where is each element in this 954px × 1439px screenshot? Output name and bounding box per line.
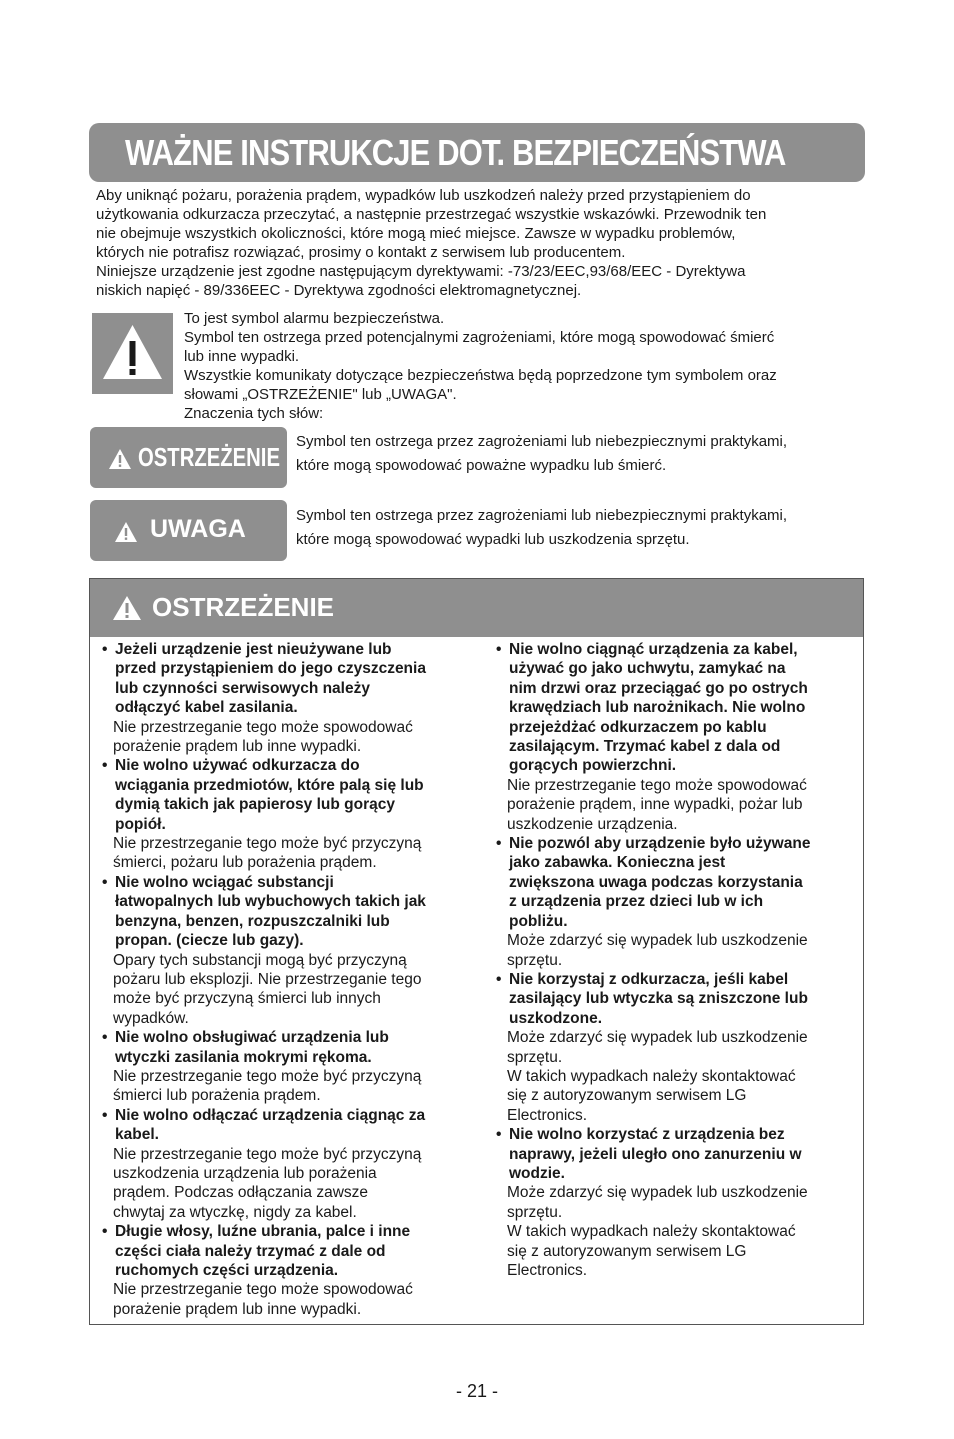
warning-item-heading: krawędziach lub narożnikach. Nie wolno: [509, 699, 806, 717]
warning-item-heading: benzyna, benzen, rozpuszczalniki lub: [115, 912, 390, 930]
intro-line: użytkowania odkurzacza przeczytać, a następnie przestrzegać wszystkie wskazówki. Przewodnik ten: [96, 206, 767, 223]
uwaga-label-box: [90, 500, 287, 561]
warning-item-heading: Nie korzystaj z odkurzacza, jeśli kabel: [509, 970, 789, 988]
bullet-icon: •: [496, 970, 502, 988]
warning-item-heading: z urządzenia przez dzieci lub w ich: [509, 893, 764, 911]
ostrzezenie-desc-line: które mogą spowodować poważne wypadku lub śmierć.: [296, 457, 667, 474]
warning-item-heading: Długie włosy, luźne ubrania, palce i inne: [115, 1223, 411, 1241]
warning-column-right: [494, 640, 864, 1280]
warning-item-text: prądem. Podczas odłączania zawsze: [113, 1184, 369, 1202]
bullet-icon: •: [102, 1106, 108, 1124]
warning-item-text: sprzętu.: [507, 1203, 563, 1221]
warning-item: [100, 640, 480, 756]
uwaga-label: UWAGA: [150, 515, 246, 543]
warning-item-heading: jako zabawka. Konieczna jest: [509, 854, 726, 872]
warning-item: [494, 834, 864, 970]
bullet-icon: •: [102, 757, 108, 775]
warning-item-text: uszkodzenia urządzenia lub porażenia: [113, 1164, 377, 1182]
symbol-line: To jest symbol alarmu bezpieczeństwa.: [184, 310, 445, 327]
warning-item-text: Może zdarzyć się wypadek lub uszkodzenie: [507, 932, 808, 950]
warning-item-heading: Nie wolno wciągać substancji: [115, 873, 334, 891]
uwaga-desc-line: które mogą spowodować wypadki lub uszkodzenia sprzętu.: [296, 531, 690, 548]
warning-item: [100, 1028, 480, 1106]
warning-item-heading: Nie wolno ciągnąć urządzenia za kabel,: [509, 641, 798, 658]
bullet-icon: •: [496, 641, 502, 658]
warning-item-text: porażenie prądem lub inne wypadki.: [113, 738, 362, 756]
warning-item-heading: używać go jako uchwytu, zamykać na: [509, 660, 786, 678]
warning-item-heading: łatwopalnych lub wybuchowych takich jak: [115, 893, 426, 911]
warning-item: [100, 1106, 480, 1222]
warning-item-heading: dymią takich jak papierosy lub gorący: [115, 796, 395, 814]
warning-item: [494, 1125, 864, 1280]
warning-item-text: Opary tych substancji mogą być przyczyną: [113, 951, 407, 969]
warning-item-heading: popiół.: [115, 815, 166, 833]
warning-item-heading: nim drzwi oraz przeciągać go po ostrych: [509, 679, 808, 697]
warning-item-heading: wtyczki zasilania mokrymi rękoma.: [115, 1048, 372, 1066]
symbol-line: Znaczenia tych słów:: [184, 405, 324, 422]
warning-item-text: śmierci, pożaru lub porażenia prądem.: [113, 854, 377, 872]
symbol-line: Wszystkie komunikaty dotyczące bezpieczeństwa będą poprzedzone tym symbolem oraz: [184, 367, 777, 384]
bullet-icon: •: [102, 641, 108, 658]
intro-line: niskich napięć - 89/336EEC - Dyrektywa zgodności elektromagnetycznej.: [96, 282, 582, 299]
ostrzezenie-description: [296, 430, 866, 478]
warning-item-text: śmierci lub porażenia prądem.: [113, 1087, 321, 1105]
warning-item-text: Nie przestrzeganie tego może spowodować: [113, 718, 413, 736]
safety-alert-symbol: [92, 313, 173, 394]
warning-item-text: uszkodzenie urządzenia.: [507, 815, 678, 833]
warning-item: [100, 1222, 480, 1319]
warning-item-text: pożaru lub eksplozji. Nie przestrzeganie tego: [113, 970, 422, 988]
ostrzezenie-label-box: [90, 427, 287, 488]
intro-line: których nie potrafisz rozwiązać, prosimy o kontakt z serwisem lub producentem.: [96, 244, 626, 261]
intro-line: nie obejmuje wszystkich okoliczności, które mogą mieć miejsce. Zawsze w wypadku problemów,: [96, 225, 736, 242]
warning-item-heading: Nie wolno odłączać urządzenia ciągnąc za: [115, 1106, 426, 1124]
bullet-icon: •: [102, 1029, 108, 1047]
symbol-line: słowami „OSTRZEŻENIE" lub „UWAGA".: [184, 386, 457, 403]
intro-line: Aby uniknąć pożaru, porażenia prądem, wypadków lub uszkodzeń należy przed przystąpieniem do: [96, 187, 751, 204]
warning-item-heading: zwiększona uwaga podczas korzystania: [509, 873, 803, 891]
warning-item-heading: Nie wolno obsługiwać urządzenia lub: [115, 1029, 389, 1047]
warning-item: [100, 756, 480, 872]
intro-text: [96, 186, 866, 300]
warning-triangle-icon: [92, 313, 173, 394]
warning-item-text: Electronics.: [507, 1262, 588, 1279]
title-bar: [89, 123, 865, 182]
page-title: WAŻNE INSTRUKCJE DOT. BEZPIECZEŃSTWA: [125, 132, 786, 173]
bullet-icon: •: [496, 1126, 502, 1144]
uwaga-description: [296, 504, 866, 552]
warning-item-text: Nie przestrzeganie tego może być przyczyną: [113, 1067, 422, 1085]
warning-item-heading: Nie pozwól aby urządzenie było używane: [509, 835, 811, 853]
warning-item-text: Może zdarzyć się wypadek lub uszkodzenie: [507, 1184, 808, 1202]
warning-item-text: chwytaj za wtyczkę, nigdy za kabel.: [113, 1203, 357, 1221]
ostrzezenie-label: OSTRZEŻENIE: [138, 442, 280, 472]
warning-item-text: sprzętu.: [507, 1048, 563, 1066]
warning-item-heading: zasilający lub wtyczka są zniszczone lub: [509, 990, 808, 1008]
page-number: - 21 -: [455, 1381, 498, 1401]
warning-panel-title: OSTRZEŻENIE: [152, 592, 335, 622]
warning-item-text: może być przyczyną śmierci lub innych: [113, 990, 381, 1008]
warning-item-text: się z autoryzowanym serwisem LG: [507, 1087, 747, 1105]
warning-item-text: się z autoryzowanym serwisem LG: [507, 1242, 747, 1260]
warning-item-heading: gorących powierzchni.: [509, 757, 677, 775]
warning-panel-header: [90, 579, 863, 637]
intro-line: Niniejsze urządzenie jest zgodne następującym dyrektywami: -73/23/EEC,93/68/EEC - Dyrektywa: [96, 263, 746, 280]
warning-item-heading: przejeżdżać odkurzaczem po kablu: [509, 718, 767, 736]
warning-item-heading: odłączyć kabel zasilania.: [115, 699, 298, 717]
warning-item-heading: uszkodzone.: [509, 1009, 603, 1027]
uwaga-desc-line: Symbol ten ostrzega przez zagrożeniami lub niebezpiecznymi praktykami,: [296, 507, 788, 524]
symbol-line: Symbol ten ostrzega przed potencjalnymi zagrożeniami, które mogą spowodować śmierć: [184, 329, 775, 346]
symbol-line: lub inne wypadki.: [184, 348, 300, 365]
warning-item-text: W takich wypadkach należy skontaktować: [507, 1223, 796, 1241]
warning-triangle-icon: [108, 448, 132, 470]
warning-triangle-icon: [112, 595, 142, 621]
warning-item-text: Nie przestrzeganie tego może być przyczyną: [113, 1145, 422, 1163]
symbol-explanation: [184, 309, 864, 423]
warning-item: [494, 970, 864, 1125]
warning-item-heading: wciągania przedmiotów, które palą się lub: [115, 776, 424, 794]
warning-item-text: Nie przestrzeganie tego może spowodować: [113, 1281, 413, 1299]
warning-item-text: Może zdarzyć się wypadek lub uszkodzenie: [507, 1029, 808, 1047]
warning-item-text: Electronics.: [507, 1106, 588, 1124]
bullet-icon: •: [102, 873, 108, 891]
warning-item-heading: propan. (ciecze lub gazy).: [115, 932, 304, 950]
warning-item-text: Nie przestrzeganie tego może spowodować: [507, 776, 807, 794]
warning-item-text: W takich wypadkach należy skontaktować: [507, 1067, 796, 1085]
warning-item-heading: naprawy, jeżeli uległo ono zanurzeniu w: [509, 1145, 802, 1163]
warning-item-heading: przed przystąpieniem do jego czyszczenia: [115, 660, 426, 678]
warning-item-text: Nie przestrzeganie tego może być przyczyną: [113, 835, 422, 853]
warning-item-text: sprzętu.: [507, 951, 563, 969]
warning-item: [494, 640, 864, 834]
warning-item-heading: kabel.: [115, 1126, 159, 1144]
warning-item-heading: Nie wolno korzystać z urządzenia bez: [509, 1126, 785, 1144]
bullet-icon: •: [496, 835, 502, 853]
warning-triangle-icon: [114, 521, 138, 543]
warning-item-heading: ruchomych części urządzenia.: [115, 1262, 339, 1279]
warning-item-heading: części ciała należy trzymać z dale od: [115, 1242, 386, 1260]
ostrzezenie-desc-line: Symbol ten ostrzega przez zagrożeniami lub niebezpiecznymi praktykami,: [296, 433, 788, 450]
warning-item-heading: pobliżu.: [509, 912, 568, 930]
warning-item-heading: wodzie.: [509, 1164, 565, 1182]
warning-item-text: porażenie prądem, inne wypadki, pożar lub: [507, 796, 803, 814]
bullet-icon: •: [102, 1223, 108, 1241]
warning-item-text: porażenie prądem lub inne wypadki.: [113, 1300, 362, 1318]
warning-item-text: wypadków.: [113, 1009, 189, 1027]
warning-item-heading: zasilającym. Trzymać kabel z dala od: [509, 738, 781, 756]
warning-item-heading: Nie wolno używać odkurzacza do: [115, 757, 360, 775]
warning-column-left: [100, 640, 480, 1319]
warning-item-heading: Jeżeli urządzenie jest nieużywane lub: [115, 641, 392, 658]
warning-item: [100, 873, 480, 1028]
warning-item-heading: lub czynności serwisowych należy: [115, 679, 370, 697]
